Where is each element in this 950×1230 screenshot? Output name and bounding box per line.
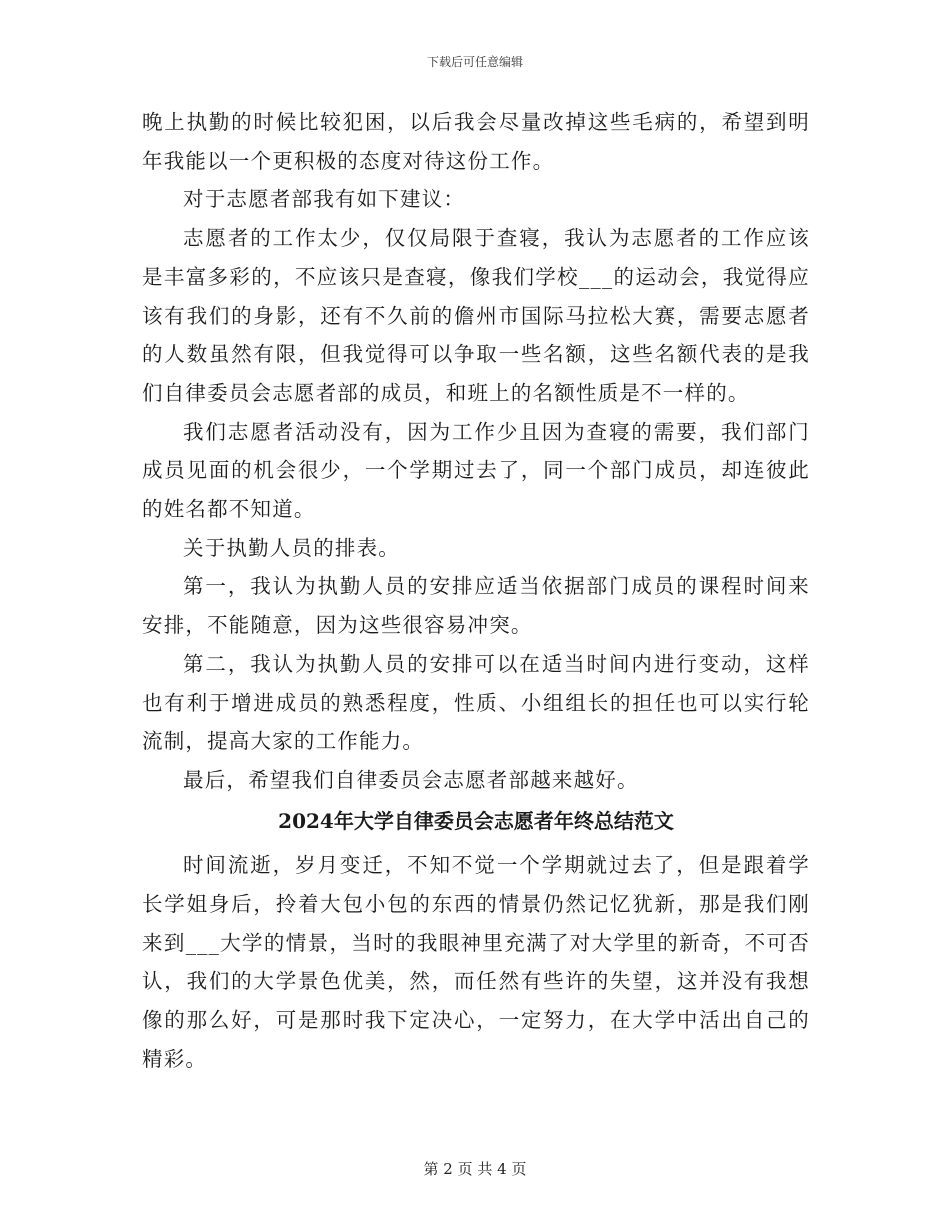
paragraph-suggestions-intro: 对于志愿者部我有如下建议： [183, 187, 466, 212]
paragraph-volunteer-work: 志愿者的工作太少，仅仅局限于查寝，我认为志愿者的工作应该是丰富多彩的，不应该只是查寝，像我们学校___的运动会，我觉得应该有我们的身影，还有不久前的儋州市国际马拉松大赛，需要志愿者的人数虽然有限，但我觉得可以争取一些名额，这些名额代表的是我们自律委员会志愿者部的成员，和班上的名额性质是不一样的。 [142, 226, 810, 405]
paragraph-volunteer-activities: 我们志愿者活动没有，因为工作少且因为查寝的需要，我们部门成员见面的机会很少，一个学期过去了，同一个部门成员，却连彼此的姓名都不知道。 [142, 419, 810, 522]
header-note: 下载后可任意编辑 [426, 55, 523, 69]
paragraph-second-point: 第二，我认为执勤人员的安排可以在适当时间内进行变动，这样也有利于增进成员的熟悉程度，性质、小组组长的担任也可以实行轮流制，提高大家的工作能力。 [142, 651, 810, 754]
paragraph-duty-schedule: 关于执勤人员的排表。 [183, 535, 400, 560]
section-title: 2024年大学自律委员会志愿者年终总结范文 [278, 808, 674, 833]
paragraph-closing: 最后，希望我们自律委员会志愿者部越来越好。 [183, 767, 639, 792]
paragraph-section-opening: 时间流逝，岁月变迁，不知不觉一个学期就过去了，但是跟着学长学姐身后，拎着大包小包的东西的情景仍然记忆犹新，那是我们刚来到___大学的情景，当时的我眼神里充满了对大学里的新奇，不可否认，我们的大学景色优美，然，而任然有些许的失望，这并没有我想像的那么好，可是那时我下定决心，一定努力，在大学中活出自己的精彩。 [142, 853, 810, 1071]
page-number: 第 2 页 共 4 页 [423, 1160, 527, 1178]
paragraph-first-point: 第一，我认为执勤人员的安排应适当依据部门成员的课程时间来安排，不能随意，因为这些很容易冲突。 [142, 574, 810, 638]
paragraph-continuation: 晚上执勤的时候比较犯困，以后我会尽量改掉这些毛病的，希望到明年我能以一个更积极的态度对待这份工作。 [142, 110, 810, 173]
document-body [142, 103, 810, 1079]
